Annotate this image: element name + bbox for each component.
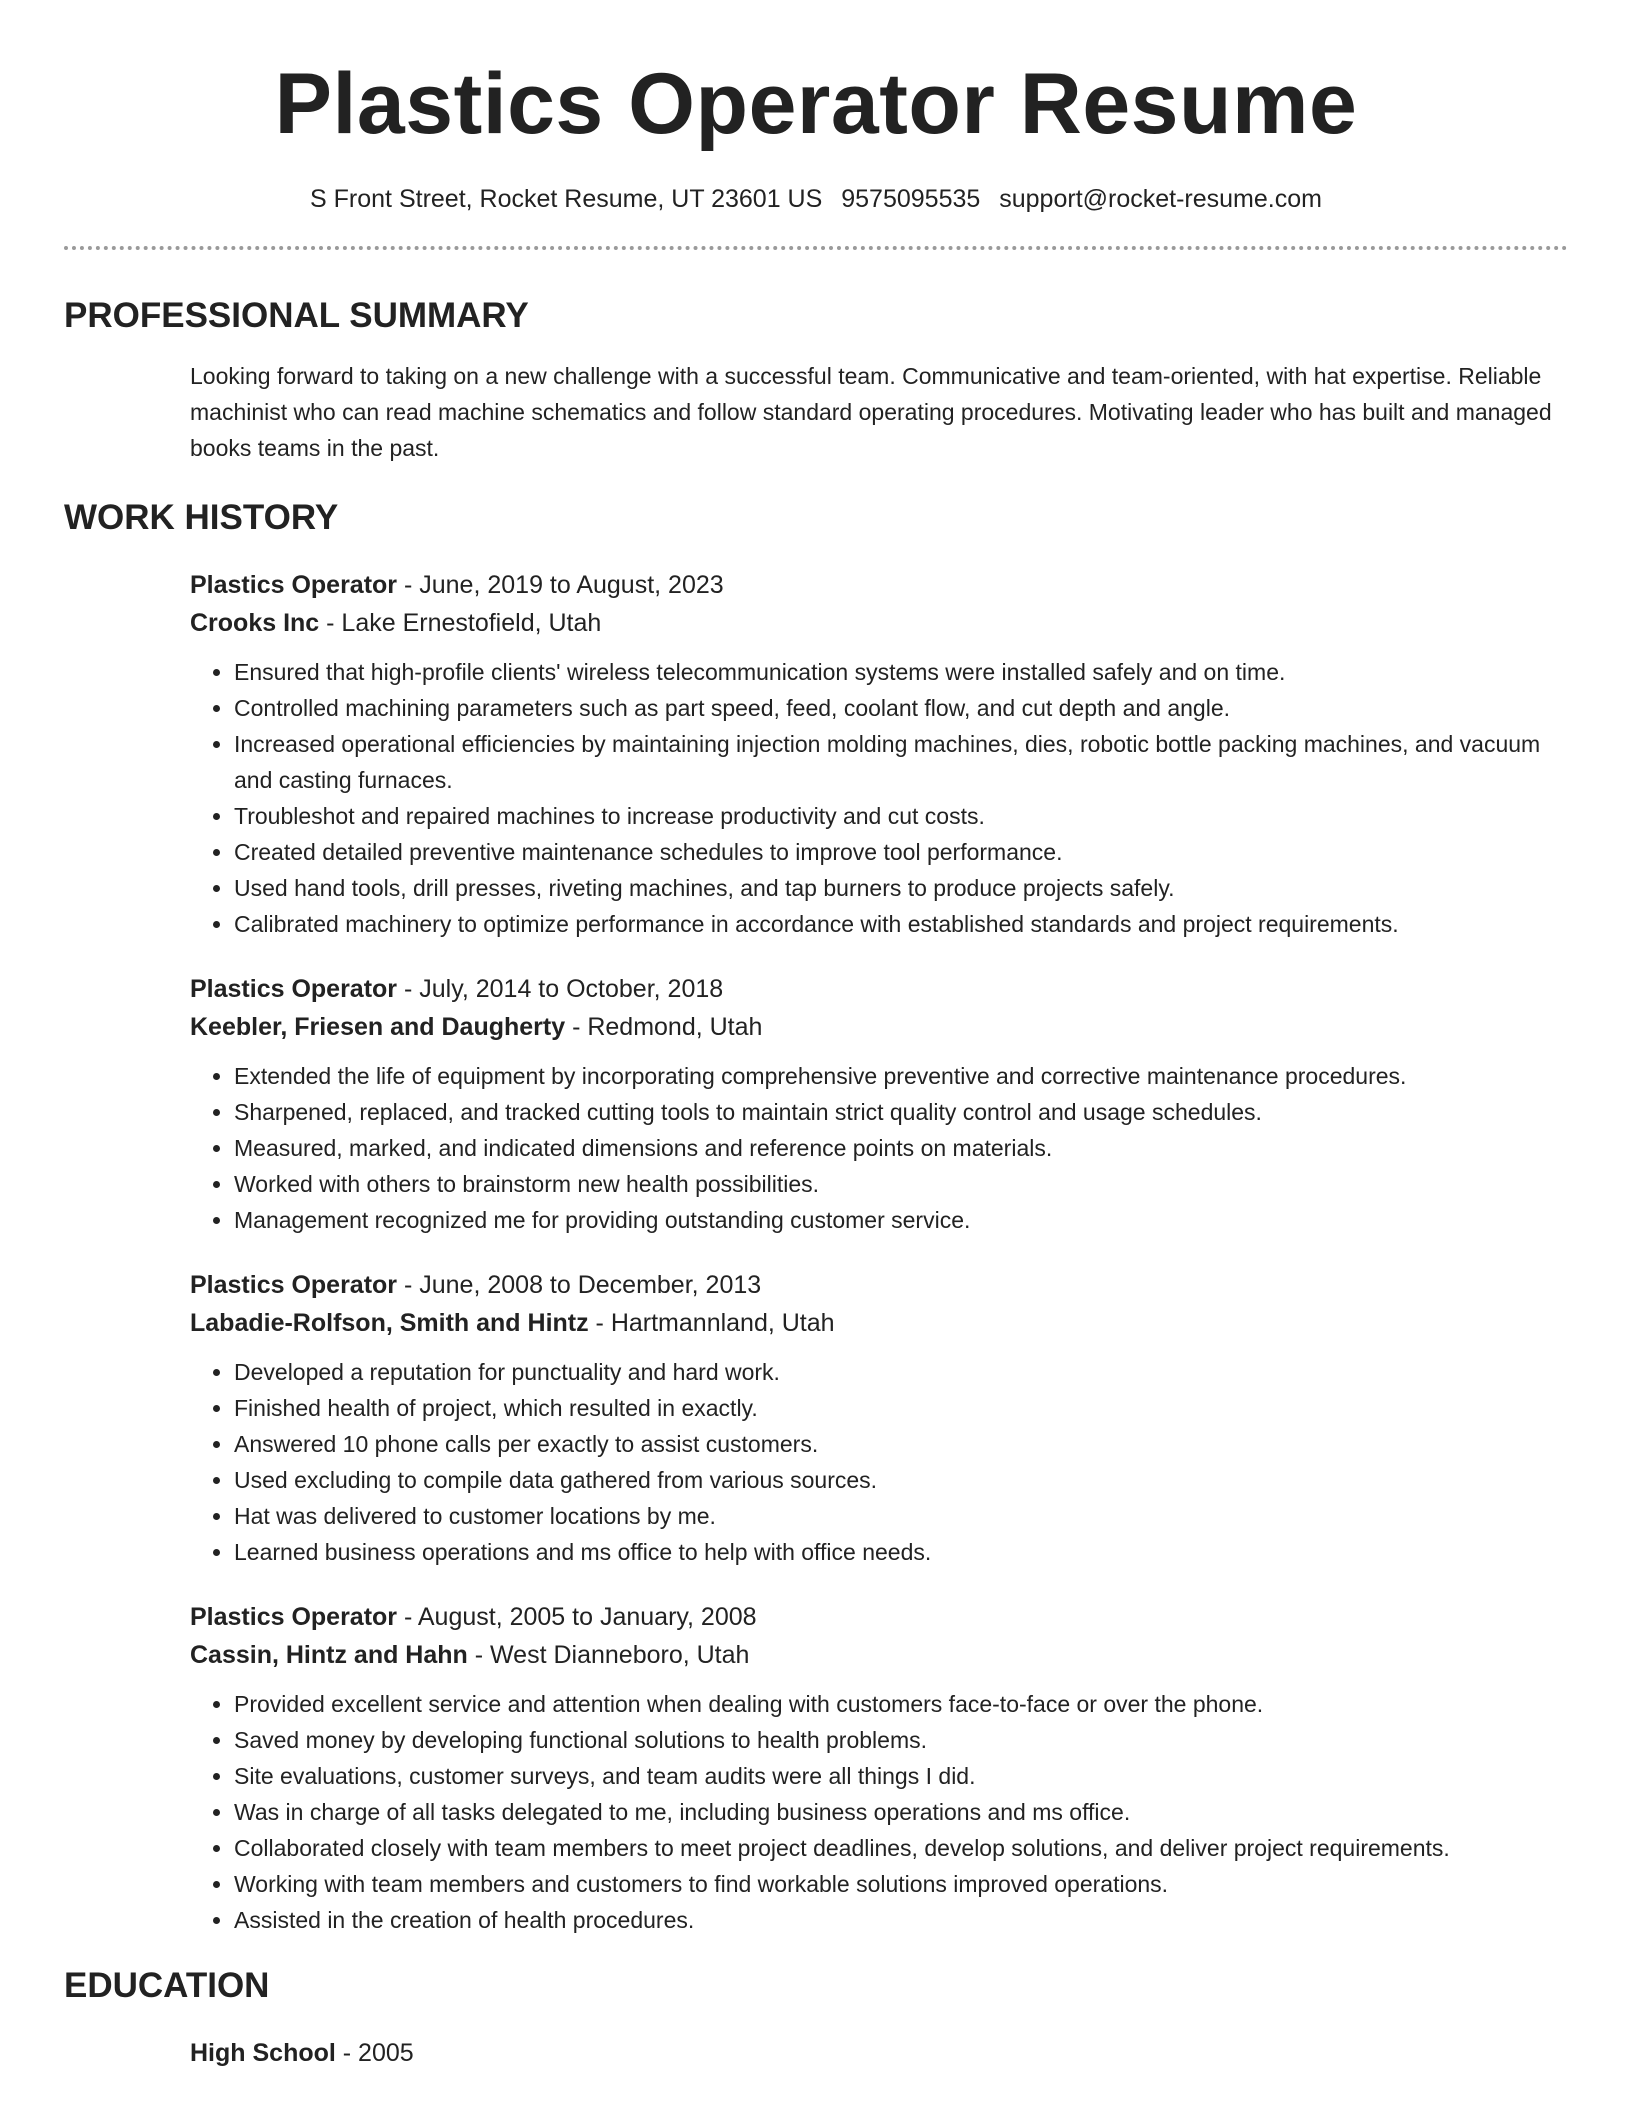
education-heading: EDUCATION bbox=[64, 1966, 270, 2005]
job-bullet: • Assisted in the creation of health procedures. bbox=[234, 1902, 1568, 1938]
job-bullet: • Developed a reputation for punctuality and hard work. bbox=[234, 1354, 1568, 1390]
job-bullet: • Used excluding to compile data gathered from various sources. bbox=[234, 1462, 1568, 1498]
job-bullet: • Troubleshot and repaired machines to increase productivity and cut costs. bbox=[234, 798, 1568, 834]
job-bullet: • Hat was delivered to customer locations by me. bbox=[234, 1498, 1568, 1534]
summary-text: Looking forward to taking on a new challenge with a successful team. Communicative and team-oriented, with hat expertise. Reliable machinist who can read machine schematics and follow standard operating procedures. Motivating leader who has built and managed books teams in the past. bbox=[190, 363, 1552, 461]
contact-address: S Front Street, Rocket Resume, UT 23601 US bbox=[310, 185, 823, 213]
job-bullet: • Management recognized me for providing outstanding customer service. bbox=[234, 1202, 1568, 1238]
job-bullet: • Controlled machining parameters such as part speed, feed, coolant flow, and cut depth and angle. bbox=[234, 690, 1568, 726]
job-role: Plastics Operator bbox=[190, 1271, 398, 1299]
summary-heading: PROFESSIONAL SUMMARY bbox=[64, 296, 529, 335]
job-bullet: • Site evaluations, customer surveys, and team audits were all things I did. bbox=[234, 1758, 1568, 1794]
job-company-line bbox=[190, 1304, 1568, 1342]
job-bullet: • Working with team members and customers to find workable solutions improved operations. bbox=[234, 1866, 1568, 1902]
job-company-line bbox=[190, 1008, 1568, 1046]
job-bullet: • Created detailed preventive maintenance schedules to improve tool performance. bbox=[234, 834, 1568, 870]
job-dates: - June, 2008 to December, 2013 bbox=[397, 1271, 762, 1299]
contact-phone: 9575095535 bbox=[841, 185, 981, 213]
job-title-line bbox=[190, 1266, 1568, 1304]
job-location: - Redmond, Utah bbox=[565, 1013, 763, 1041]
job-bullet: • Finished health of project, which resulted in exactly. bbox=[234, 1390, 1568, 1426]
job-bullet: • Sharpened, replaced, and tracked cutting tools to maintain strict quality control and usage schedules. bbox=[234, 1094, 1568, 1130]
job-role: Plastics Operator bbox=[190, 975, 398, 1003]
job-company: Keebler, Friesen and Daugherty bbox=[190, 1013, 566, 1041]
job-title-line bbox=[190, 1598, 1568, 1636]
job-location: - Hartmannland, Utah bbox=[588, 1309, 835, 1337]
job-company: Cassin, Hintz and Hahn bbox=[190, 1641, 468, 1669]
job-bullet: • Measured, marked, and indicated dimensions and reference points on materials. bbox=[234, 1130, 1568, 1166]
job-role: Plastics Operator bbox=[190, 571, 398, 599]
job-title-line bbox=[190, 566, 1568, 604]
job-bullet: • Used hand tools, drill presses, riveting machines, and tap burners to produce projects safely. bbox=[234, 870, 1568, 906]
summary-section bbox=[64, 294, 1568, 466]
job-company-line bbox=[190, 604, 1568, 642]
work-history-heading: WORK HISTORY bbox=[64, 498, 339, 537]
job-dates: - August, 2005 to January, 2008 bbox=[397, 1603, 757, 1631]
job-bullet: • Increased operational efficiencies by maintaining injection molding machines, dies, robotic bottle packing machines, and vacuum and casting furnaces. bbox=[234, 726, 1568, 798]
education-degree: High School bbox=[190, 2039, 336, 2067]
education-entry bbox=[190, 2034, 1568, 2072]
job-bullet-list bbox=[190, 1058, 1568, 1238]
job-bullet: • Answered 10 phone calls per exactly to assist customers. bbox=[234, 1426, 1568, 1462]
job-bullet: • Extended the life of equipment by incorporating comprehensive preventive and corrective maintenance procedures. bbox=[234, 1058, 1568, 1094]
job-bullet: • Ensured that high-profile clients' wireless telecommunication systems were installed safely and on time. bbox=[234, 654, 1568, 690]
job-list bbox=[190, 566, 1568, 1938]
job-entry bbox=[190, 1598, 1568, 1938]
job-bullet: • Learned business operations and ms office to help with office needs. bbox=[234, 1534, 1568, 1570]
resume-name-title: Plastics Operator Resume bbox=[274, 56, 1358, 152]
job-entry bbox=[190, 1266, 1568, 1570]
header-divider bbox=[64, 246, 1568, 250]
contact-email: support@rocket-resume.com bbox=[999, 185, 1322, 213]
job-company: Crooks Inc bbox=[190, 609, 320, 637]
job-role: Plastics Operator bbox=[190, 1603, 398, 1631]
job-dates: - July, 2014 to October, 2018 bbox=[397, 975, 724, 1003]
job-bullet-list bbox=[190, 1354, 1568, 1570]
job-bullet-list bbox=[190, 654, 1568, 942]
job-company-line bbox=[190, 1636, 1568, 1674]
job-bullet: • Provided excellent service and attention when dealing with customers face-to-face or over the phone. bbox=[234, 1686, 1568, 1722]
job-company: Labadie-Rolfson, Smith and Hintz bbox=[190, 1309, 589, 1337]
job-dates: - June, 2019 to August, 2023 bbox=[397, 571, 724, 599]
job-bullet: • Worked with others to brainstorm new health possibilities. bbox=[234, 1166, 1568, 1202]
job-location: - Lake Ernestofield, Utah bbox=[319, 609, 602, 637]
job-bullet-list bbox=[190, 1686, 1568, 1938]
job-bullet: • Was in charge of all tasks delegated to me, including business operations and ms office. bbox=[234, 1794, 1568, 1830]
contact-line bbox=[64, 182, 1568, 216]
job-entry bbox=[190, 970, 1568, 1238]
education-year: - 2005 bbox=[335, 2039, 414, 2067]
job-bullet: • Saved money by developing functional solutions to health problems. bbox=[234, 1722, 1568, 1758]
job-location: - West Dianneboro, Utah bbox=[467, 1641, 750, 1669]
job-bullet: • Calibrated machinery to optimize performance in accordance with established standards and project requirements. bbox=[234, 906, 1568, 942]
education-section bbox=[64, 1964, 1568, 2072]
job-title-line bbox=[190, 970, 1568, 1008]
job-entry bbox=[190, 566, 1568, 942]
work-history-section bbox=[64, 496, 1568, 1938]
job-bullet: • Collaborated closely with team members to meet project deadlines, develop solutions, and deliver project requirements. bbox=[234, 1830, 1568, 1866]
